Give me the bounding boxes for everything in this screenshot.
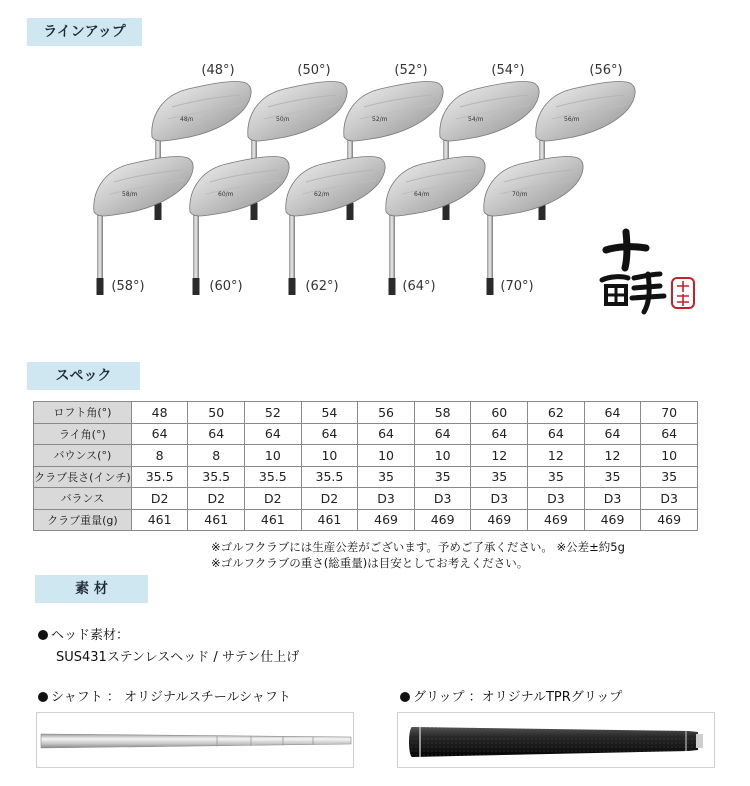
brand-logo <box>598 228 698 320</box>
table-cell: 469 <box>358 509 415 531</box>
row-header: クラブ長さ(インチ) <box>34 466 132 488</box>
stamp-70: 70/m <box>512 191 528 198</box>
bullet-icon <box>400 692 410 702</box>
table-cell: 64 <box>245 423 302 445</box>
loft-label-58: (58°) <box>111 279 145 294</box>
weight-note: ※ゴルフクラブの重さ(総重量)は目安としてお考えください。 <box>211 556 529 570</box>
loft-label-52: (52°) <box>394 63 428 78</box>
table-cell: 12 <box>471 445 528 467</box>
tolerance-note: ※ゴルフクラブには生産公差がございます。予めご了承ください。 ※公差±約5g <box>211 540 625 554</box>
loft-label-70: (70°) <box>500 279 534 294</box>
table-cell: D3 <box>528 488 585 510</box>
table-cell: 461 <box>301 509 358 531</box>
head-material-label: ヘッド素材： <box>38 624 129 643</box>
stamp-48: 48/n <box>180 116 194 123</box>
table-cell: D3 <box>414 488 471 510</box>
table-cell: 50 <box>188 402 245 424</box>
bullet-icon <box>38 630 48 640</box>
stamp-54: 54/m <box>468 116 484 123</box>
table-cell: D3 <box>358 488 415 510</box>
table-cell: 35.5 <box>245 466 302 488</box>
stamp-60: 60/m <box>218 191 234 198</box>
table-cell: D2 <box>188 488 245 510</box>
table-cell: 469 <box>641 509 698 531</box>
loft-label-64: (64°) <box>402 279 436 294</box>
table-cell: 64 <box>188 423 245 445</box>
table-cell: 64 <box>131 423 188 445</box>
stamp-56: 56/m <box>564 116 580 123</box>
table-cell: 64 <box>414 423 471 445</box>
table-cell: 12 <box>528 445 585 467</box>
table-cell: 35.5 <box>301 466 358 488</box>
table-cell: 469 <box>471 509 528 531</box>
loft-label-48: (48°) <box>201 63 235 78</box>
row-header: バランス <box>34 488 132 510</box>
table-row <box>34 466 698 488</box>
table-cell: 8 <box>188 445 245 467</box>
table-cell: 10 <box>641 445 698 467</box>
bullet-icon <box>38 692 48 702</box>
table-cell: 35 <box>528 466 585 488</box>
wedge-bottom-row <box>94 156 583 295</box>
table-cell: 8 <box>131 445 188 467</box>
shaft-material-label: シャフト ： オリジナルスチールシャフト <box>38 686 291 705</box>
table-cell: 64 <box>584 423 641 445</box>
table-cell: 64 <box>528 423 585 445</box>
stamp-64: 64/m <box>414 191 430 198</box>
lineup-section-tag: ラインアップ <box>27 18 142 46</box>
stamp-52: 52/m <box>372 116 388 123</box>
table-cell: 35.5 <box>188 466 245 488</box>
table-row <box>34 445 698 467</box>
table-cell: 48 <box>131 402 188 424</box>
table-cell: 469 <box>414 509 471 531</box>
material-section-tag: 素 材 <box>35 575 148 603</box>
table-row <box>34 423 698 445</box>
table-cell: D3 <box>471 488 528 510</box>
table-cell: D3 <box>584 488 641 510</box>
loft-label-54: (54°) <box>491 63 525 78</box>
table-cell: 461 <box>245 509 302 531</box>
table-cell: 461 <box>188 509 245 531</box>
loft-label-50: (50°) <box>297 63 331 78</box>
table-cell: 62 <box>528 402 585 424</box>
loft-label-60: (60°) <box>209 279 243 294</box>
table-row <box>34 488 698 510</box>
table-cell: D2 <box>245 488 302 510</box>
table-cell: D2 <box>131 488 188 510</box>
table-cell: 10 <box>414 445 471 467</box>
table-cell: 64 <box>301 423 358 445</box>
spec-section-tag: スペック <box>27 362 140 390</box>
spec-table <box>33 401 698 531</box>
table-cell: 60 <box>471 402 528 424</box>
table-cell: 54 <box>301 402 358 424</box>
row-header: ロフト角(°) <box>34 402 132 424</box>
table-cell: 64 <box>471 423 528 445</box>
grip-material-label: グリップ ：オリジナルTPRグリップ <box>400 686 622 705</box>
table-cell: 12 <box>584 445 641 467</box>
table-cell: 35 <box>414 466 471 488</box>
table-row <box>34 509 698 531</box>
table-cell: 469 <box>528 509 585 531</box>
table-cell: 469 <box>584 509 641 531</box>
table-cell: 35 <box>584 466 641 488</box>
stamp-58: 58/m <box>122 191 138 198</box>
table-cell: D3 <box>641 488 698 510</box>
table-cell: 58 <box>414 402 471 424</box>
loft-label-56: (56°) <box>589 63 623 78</box>
row-header: クラブ重量(g) <box>34 509 132 531</box>
table-cell: 70 <box>641 402 698 424</box>
stamp-50: 50/n <box>276 116 290 123</box>
row-header: ライ角(°) <box>34 423 132 445</box>
table-cell: D2 <box>301 488 358 510</box>
table-cell: 64 <box>641 423 698 445</box>
head-material-value: SUS431ステンレスヘッド / サテン仕上げ <box>56 650 300 665</box>
table-cell: 64 <box>584 402 641 424</box>
stamp-62: 62/m <box>314 191 330 198</box>
table-cell: 10 <box>301 445 358 467</box>
table-cell: 10 <box>245 445 302 467</box>
shaft-image <box>36 712 354 768</box>
grip-image <box>397 712 715 768</box>
table-cell: 461 <box>131 509 188 531</box>
table-cell: 35 <box>358 466 415 488</box>
table-cell: 35.5 <box>131 466 188 488</box>
table-cell: 10 <box>358 445 415 467</box>
table-cell: 56 <box>358 402 415 424</box>
table-cell: 52 <box>245 402 302 424</box>
table-cell: 35 <box>471 466 528 488</box>
row-header: バウンス(°) <box>34 445 132 467</box>
table-row <box>34 402 698 424</box>
table-cell: 35 <box>641 466 698 488</box>
table-cell: 64 <box>358 423 415 445</box>
loft-label-62: (62°) <box>305 279 339 294</box>
